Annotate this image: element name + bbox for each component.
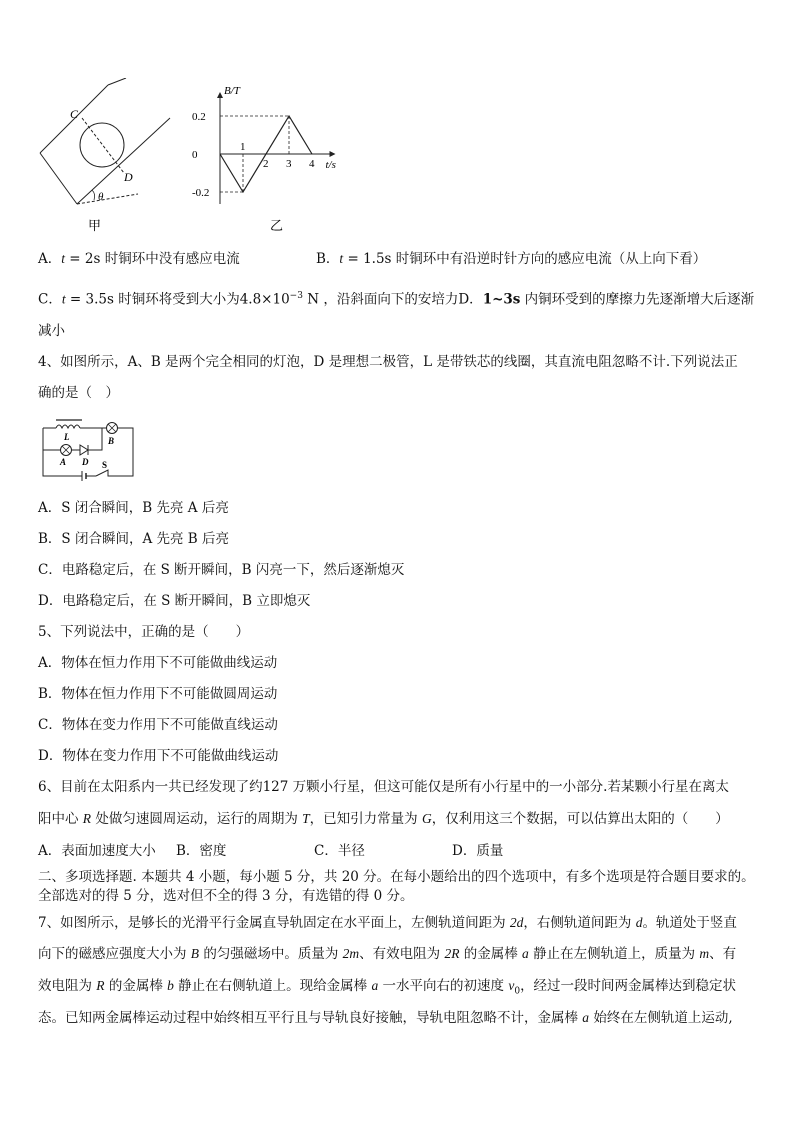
q6-option-c: C．半径	[314, 843, 365, 859]
x-axis-arrow	[330, 151, 336, 157]
q6-stem-2: 阳中心 R 处做匀速圆周运动，运行的周期为 T，已知引力常量为 G，仅利用这三个数据，可以估算出太阳的（ ）	[38, 811, 729, 827]
caption-jia: 甲	[88, 218, 102, 233]
q3-option-c-d: C．t = 3.5s 时铜环将受到大小为$4.8\times 10^{-3}$ N ，沿斜面向下的安培力D．1~3s 内铜环受到的摩擦力先逐渐增大后逐渐	[38, 291, 755, 308]
q6-option-b: B．密度	[176, 843, 227, 859]
x-tick-label: 3	[286, 158, 292, 170]
label-s: S	[102, 460, 108, 470]
label-a: A	[60, 457, 67, 467]
q6-option-d: D．质量	[452, 843, 504, 859]
copper-ring	[80, 123, 124, 167]
angle-arc	[92, 190, 95, 200]
label-d: D	[82, 457, 89, 467]
q4-option-c: C．电路稳定后，在 S 断开瞬间，B 闪亮一下，然后逐渐熄灭	[38, 562, 405, 578]
q6-stem-1: 6、目前在太阳系内一共已经发现了约127 万颗小行星，但这可能仅是所有小行星中的一小部分.若某颗小行星在离太	[38, 779, 729, 795]
q4-option-b: B．S 闭合瞬间，A 先亮 B 后亮	[38, 531, 230, 547]
q7-line-4: 态。已知两金属棒运动过程中始终相互平行且与导轨良好接触，导轨电阻忽略不计，金属棒 a 始终在左侧轨道上运动,	[38, 1010, 733, 1026]
y-tick-label: -0.2	[192, 187, 210, 199]
q5-option-a: A．物体在恒力作用下不可能做曲线运动	[38, 655, 278, 671]
x-tick-label: 2	[263, 158, 269, 170]
y-tick-label: 0.2	[192, 111, 206, 123]
section2-line-1: 二、多项选择题. 本题共 4 小题，每小题 5 分，共 20 分。在每小题给出的四个选项中，有多个选项是符合题目要求的。	[38, 869, 755, 885]
q5-option-b: B．物体在恒力作用下不可能做圆周运动	[38, 686, 278, 702]
section2-line-2: 全部选对的得 5 分，选对但不全的得 3 分，有选错的得 0 分。	[38, 888, 414, 904]
y-tick-label: 0	[192, 149, 198, 161]
figure-yi	[190, 82, 350, 234]
x-tick-label: 4	[309, 158, 315, 170]
figure-jia	[30, 78, 180, 233]
label-d: D	[124, 170, 133, 184]
q7-line-2: 向下的磁感应强度大小为 B 的匀强磁场中。质量为 2m、有效电阻为 2R 的金属棒 a 静止在左侧轨道上，质量为 m、有	[38, 946, 737, 962]
q7-line-3: 效电阻为 R 的金属棒 b 静止在右侧轨道上。现给金属棒 a 一水平向右的初速度 $v_0$，经过一段时间两金属棒达到稳定状	[38, 978, 737, 997]
q3-option-b: B．t = 1.5s 时铜环中有沿逆时针方向的感应电流（从上向下看）	[316, 251, 707, 267]
inductor-coil	[56, 425, 80, 428]
incline-upper-edge-2	[108, 78, 126, 85]
q6-option-a: A．表面加速度大小	[38, 843, 156, 859]
q4-option-a: A．S 闭合瞬间，B 先亮 A 后亮	[38, 500, 229, 516]
q4-stem-1: 4、如图所示，A、B 是两个完全相同的灯泡，D 是理想二极管，L 是带铁芯的线圈，其直流电阻忽略不计.下列说法正	[38, 354, 738, 370]
x-axis-label: t/s	[325, 159, 336, 171]
wire-mid-3	[88, 428, 102, 450]
q5-option-c: C．物体在变力作用下不可能做直线运动	[38, 717, 278, 733]
q4-option-d: D．电路稳定后，在 S 断开瞬间，B 立即熄灭	[38, 593, 311, 609]
q4-stem-2: 确的是（ ）	[38, 385, 119, 401]
q5-option-d: D．物体在变力作用下不可能做曲线运动	[38, 748, 279, 764]
label-theta: θ	[98, 191, 104, 203]
label-b: B	[108, 436, 115, 446]
b-t-chart	[192, 85, 336, 204]
y-axis-label: B/T	[224, 85, 240, 97]
q7-line-1: 7、如图所示，是够长的光滑平行金属直导轨固定在水平面上，左侧轨道间距为 2d，右侧轨道间距为 d。轨道处于竖直	[38, 915, 737, 931]
line-cd	[82, 118, 124, 173]
incline-left-edge	[40, 153, 77, 204]
label-c: C	[70, 107, 79, 121]
q3-option-d-cont: 减小	[38, 323, 65, 339]
label-l: L	[64, 432, 70, 442]
q5-stem: 5、下列说法中，正确的是（ ）	[38, 624, 250, 640]
y-axis-arrow	[217, 92, 223, 98]
q3-option-a: A．t = 2s 时铜环中没有感应电流	[38, 251, 240, 267]
caption-yi: 乙	[270, 218, 284, 233]
diode-icon	[80, 445, 88, 455]
circuit-wires	[43, 428, 82, 476]
circuit-diagram	[38, 414, 138, 486]
incline-lower-edge	[77, 118, 170, 204]
x-tick-label: 1	[240, 141, 246, 153]
